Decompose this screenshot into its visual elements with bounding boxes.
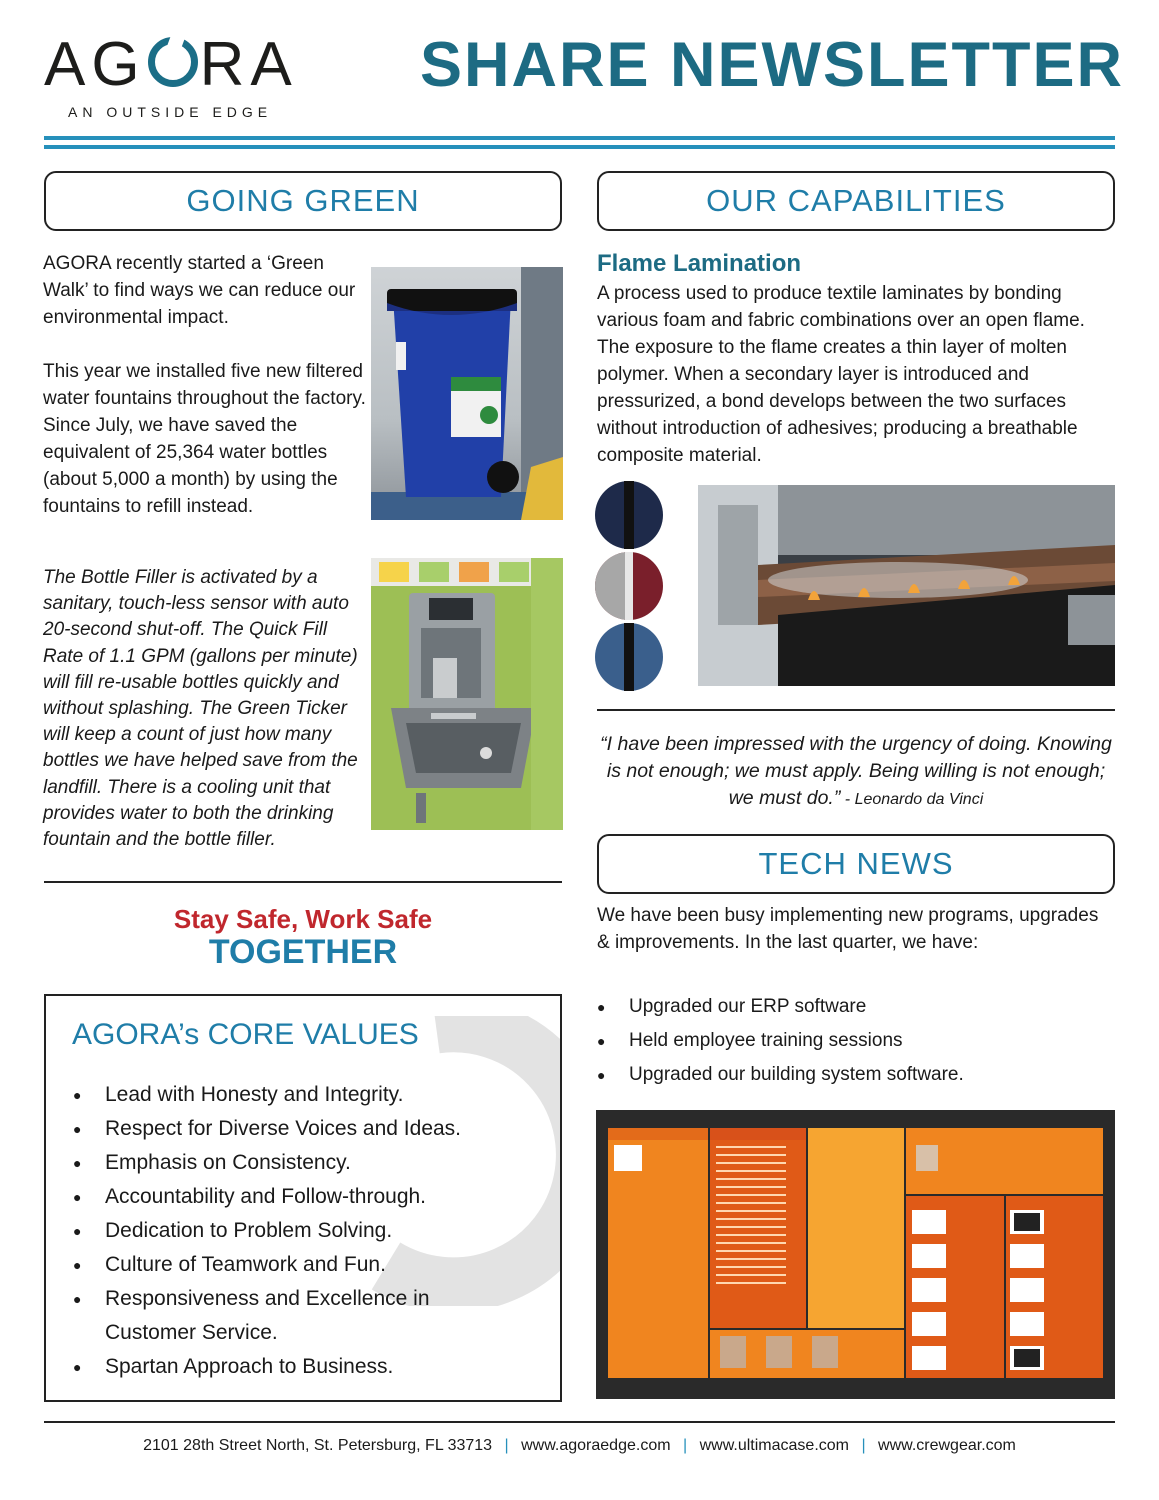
logo-text-left: AG: [44, 30, 146, 99]
quote-text: “I have been impressed with the urgency of doing. Knowing is not enough; we must apply. Being willing is not enough; we must do.”: [600, 733, 1112, 809]
going-green-heading-box: [44, 171, 562, 231]
core-value-item: ● Respect for Diverse Voices and Ideas.: [73, 1112, 533, 1146]
header-rule-top: [44, 136, 1115, 140]
dashboard-graphic: [596, 1110, 1115, 1399]
header-rule-bottom: [44, 145, 1115, 149]
flame-lamination-graphic: [698, 485, 1115, 686]
going-green-divider: [44, 881, 562, 883]
going-green-heading: GOING GREEN: [186, 183, 420, 218]
tech-news-heading-box: [597, 834, 1115, 894]
flame-lamination-heading: Flame Lamination: [597, 250, 802, 277]
core-values-list: [73, 1078, 533, 1384]
footer-separator: |: [504, 1437, 509, 1454]
flame-lamination-photo: [698, 485, 1115, 686]
quote: [597, 731, 1115, 813]
flame-lamination-body: A process used to produce textile laminates by bonding various foam and fabric combinations over an open flame. The exposure to the flame creates a thin layer of molten polymer. When a secondary layer is introduced and pressurized, a bond develops between the two surfaces without introduction of adhesives; producing a breathable composite material.: [597, 283, 1085, 466]
going-green-fountains: This year we installed five new filtered water fountains throughout the factory. Since July, we have saved the equivalent of 25,364 water bottles (about 5,000 a month) by using the fountains to refill instead.: [43, 361, 366, 517]
safety-slogan: Stay Safe, Work Safe: [173, 904, 433, 934]
tech-news-item: ● Upgraded our ERP software: [597, 990, 1107, 1024]
core-value-item: ● Spartan Approach to Business.: [73, 1350, 533, 1384]
logo-text-right: RA: [199, 30, 298, 99]
core-value-item: ● Dedication to Problem Solving.: [73, 1214, 533, 1248]
core-value-item: ● Accountability and Follow-through.: [73, 1180, 533, 1214]
footer-address: 2101 28th Street North, St. Petersburg, FL 33713: [143, 1437, 493, 1454]
logo-tagline: AN OUTSIDE EDGE: [68, 104, 273, 120]
footer-rule: [44, 1421, 1115, 1423]
footer-link-crewgear[interactable]: www.crewgear.com: [878, 1437, 1016, 1454]
core-values-box: [44, 994, 562, 1402]
safety-together: TOGETHER: [208, 933, 398, 971]
dashboard-screenshot: [596, 1110, 1115, 1399]
logo-o-icon: [148, 37, 198, 87]
recycle-bin-photo: [371, 267, 563, 520]
tech-news-item: ● Upgraded our building system software.: [597, 1058, 1107, 1092]
footer-link-ultimacase[interactable]: www.ultimacase.com: [699, 1437, 849, 1454]
recycle-bin-graphic: [371, 267, 563, 520]
logo: [44, 30, 298, 99]
footer-separator: |: [683, 1437, 688, 1454]
core-values-heading: AGORA’s CORE VALUES: [72, 1018, 419, 1051]
core-value-item: ● Lead with Honesty and Integrity.: [73, 1078, 533, 1112]
footer-link-agoraedge[interactable]: www.agoraedge.com: [521, 1437, 671, 1454]
tech-news-intro: We have been busy implementing new programs, upgrades & improvements. In the last quarter, we have:: [597, 905, 1099, 953]
core-value-item: ● Responsiveness and Excellence in Customer Service.: [73, 1282, 445, 1350]
fabric-swatches: [594, 480, 664, 692]
footer: [44, 1437, 1115, 1455]
capabilities-heading: OUR CAPABILITIES: [706, 183, 1006, 218]
newsletter-title: SHARE NEWSLETTER: [420, 30, 1125, 100]
footer-separator: |: [861, 1437, 866, 1454]
tech-news-item: ● Held employee training sessions: [597, 1024, 1107, 1058]
tech-news-list: [597, 990, 1107, 1092]
water-fountain-graphic: [371, 558, 563, 830]
core-value-item: ● Emphasis on Consistency.: [73, 1146, 533, 1180]
tech-news-heading: TECH NEWS: [758, 846, 954, 881]
water-fountain-photo: [371, 558, 563, 830]
going-green-intro: AGORA recently started a ‘Green Walk’ to find ways we can reduce our environmental impact.: [43, 253, 356, 328]
capabilities-divider: [597, 709, 1115, 711]
capabilities-heading-box: [597, 171, 1115, 231]
core-value-item: ● Culture of Teamwork and Fun.: [73, 1248, 533, 1282]
quote-author: - Leonardo da Vinci: [840, 791, 984, 808]
bottle-filler-description: The Bottle Filler is activated by a sanitary, touch-less sensor with auto 20-second shut-off. The Quick Fill Rate of 1.1 GPM (gallons per minute) will fill re-usable bottles quickly and without splashing. The Green Ticker will keep a count of just how many bottles we have helped save from the landfill. There is a cooling unit that provides water to both the drinking fountain and the bottle filler.: [43, 567, 358, 851]
